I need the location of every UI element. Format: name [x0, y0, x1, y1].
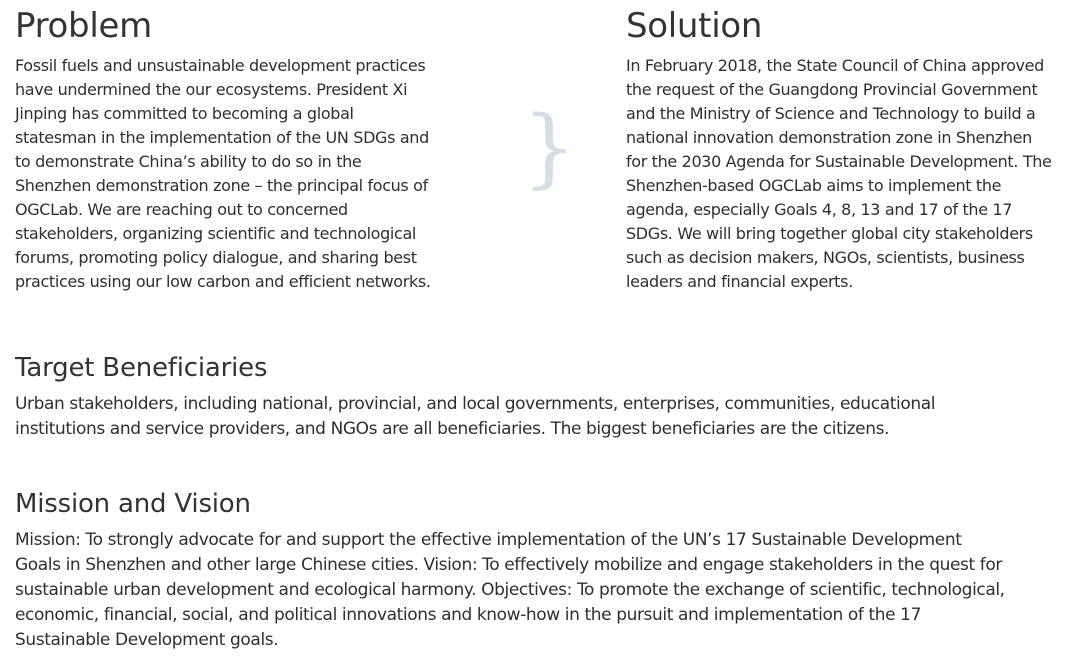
- right-brace-icon: }: [522, 98, 577, 198]
- solution-section: [626, 0, 1078, 294]
- mission-vision-heading: Mission and Vision: [15, 489, 251, 519]
- problem-text: Fossil fuels and unsustainable development practices have undermined the our ecosystems. President Xi Jinping has committed to becoming a global statesman in the implementation of the UN SDGs and to demonstrate China’s ability to do so in the Shenzhen demonstration zone – the principal focus of OGCLab. We are reaching out to concerned stakeholders, organizing scientific and technological forums, promoting policy dialogue, and sharing best practices using our low carbon and efficient networks.: [15, 56, 431, 291]
- solution-heading: Solution: [626, 6, 763, 46]
- target-beneficiaries-section: [15, 350, 1075, 442]
- problem-heading: Problem: [15, 6, 152, 46]
- target-beneficiaries-text: Urban stakeholders, including national, provincial, and local governments, enterprises, communities, educational institutions and service providers, and NGOs are all beneficiaries. The biggest beneficiaries are the citizens.: [15, 394, 936, 439]
- problem-section: [15, 0, 467, 294]
- mission-vision-section: [15, 486, 1075, 653]
- solution-text: In February 2018, the State Council of China approved the request of the Guangdong Provincial Government and the Ministry of Science and Technology to build a national innovation demonstration zone in Shenzhen for the 2030 Agenda for Sustainable Development. The Shenzhen-based OGCLab aims to implement the agenda, especially Goals 4, 8, 13 and 17 of the 17 SDGs. We will bring together global city stakeholders such as decision makers, NGOs, scientists, business leaders and financial experts.: [626, 56, 1052, 291]
- target-beneficiaries-heading: Target Beneficiaries: [15, 353, 268, 383]
- mission-vision-text: Mission: To strongly advocate for and support the effective implementation of the UN’s 17 Sustainable Development Goals in Shenzhen and other large Chinese cities. Vision: To effectively mobilize and engage stakeholders in the quest for sustainable urban development and ecological harmony. Objectives: To promote the exchange of scientific, technological, economic, financial, social, and political innovations and know-how in the pursuit and implementation of the 17 Sustainable Development goals.: [15, 530, 1005, 650]
